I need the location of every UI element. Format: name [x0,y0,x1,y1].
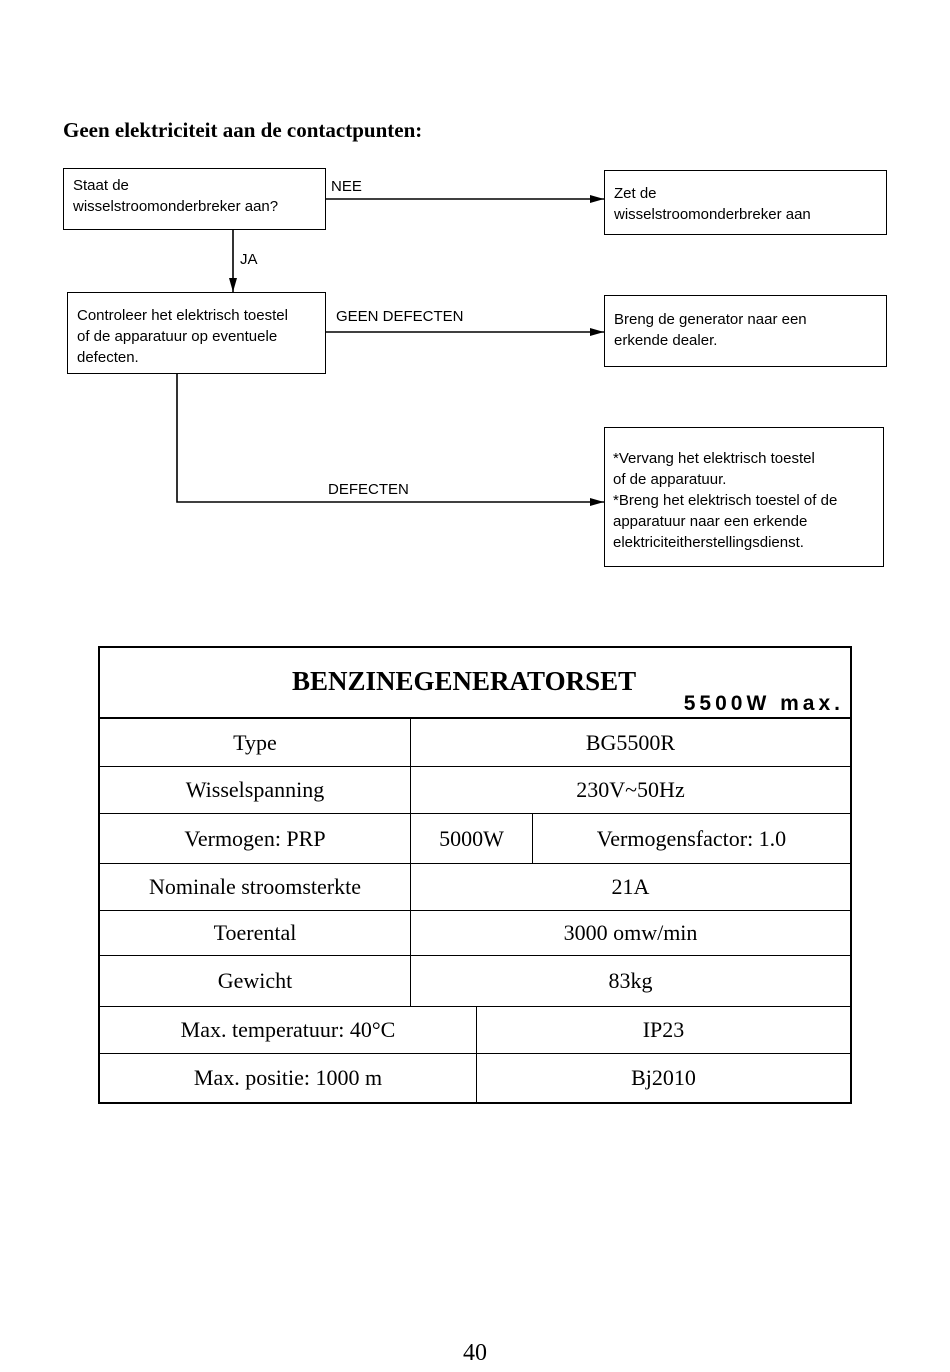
voltage-value: 230V~50Hz [410,767,850,813]
speed-value: 3000 omw/min [410,911,850,955]
speed-label: Toerental [213,920,297,945]
current-label: Nominale stroomsterkte [148,874,361,899]
type-label: Type [233,729,277,755]
voltage-label: Wisselspanning [185,777,325,802]
power-value: 5000W [410,814,532,863]
table-row [100,864,850,911]
question-breaker-on: Staat de wisselstroomonderbreker aan? [63,168,326,230]
result-turn-on-breaker: Zet de wisselstroomonderbreker aan [604,170,887,235]
question-check-device: Controleer het elektrisch toestel of de apparatuur op eventuele defecten. [67,292,326,374]
table-row [100,814,850,864]
label-defecten: DEFECTEN [328,481,409,498]
max-temperature: Max. temperatuur: 40°C [180,1017,396,1042]
power-factor: Vermogensfactor: 1.0 [532,814,850,863]
build-year: Bj2010 [476,1054,850,1102]
power-label: Vermogen: PRP [184,825,326,851]
table-row [100,1007,850,1054]
current-value: 21A [410,864,850,910]
table-row [100,719,850,767]
weight-value: 83kg [410,956,850,1006]
table-row [100,911,850,956]
table-row [100,1054,850,1102]
section-heading: Geen elektriciteit aan de contactpunten: [63,118,423,142]
spec-table [98,646,852,1104]
ip-rating: IP23 [476,1007,850,1053]
power-max-label: 5500W max. [683,692,844,715]
max-position: Max. positie: 1000 m [193,1065,383,1090]
weight-label: Gewicht [217,968,293,993]
result-replace-or-repair: *Vervang het elektrisch toestel of de apparatuur. *Breng het elektrisch toestel of de apparatuur naar een erkende elektriciteitherstellingsdienst. [604,427,884,567]
result-bring-to-dealer: Breng de generator naar een erkende dealer. [604,295,887,367]
type-value: BG5500R [410,719,850,766]
spec-title-row [100,648,850,719]
spec-title: BENZINEGENERATORSET [292,666,637,696]
label-ja: JA [240,251,258,268]
label-geen-defecten: GEEN DEFECTEN [336,308,464,325]
page-number: 40 [463,1340,487,1366]
label-nee: NEE [331,178,362,195]
table-row [100,956,850,1007]
table-row [100,767,850,814]
